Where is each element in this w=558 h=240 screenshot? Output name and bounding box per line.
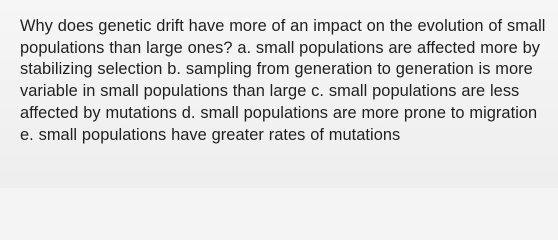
question-text: Why does genetic drift have more of an impact on the evolution of small populations than large ones? a. small populations are affected more by stabilizing selection b. sampling from generation to generation is more variable in small populations than large c. small populations are less affected by mutations d. small populations are more prone to migration e. small populations have greater rates of mutations [20, 17, 546, 144]
